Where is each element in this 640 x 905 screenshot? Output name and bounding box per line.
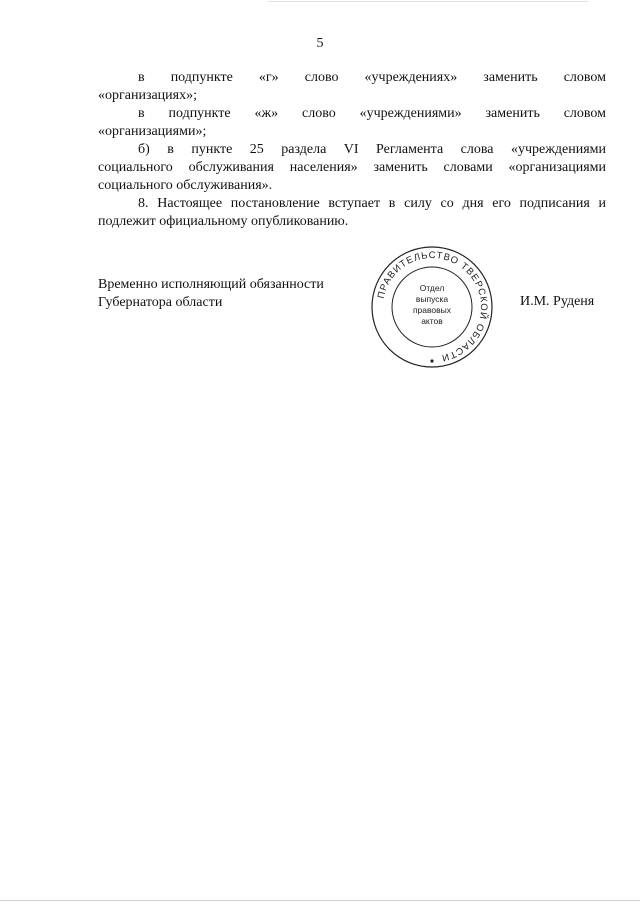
seal-inner-line-4: актов	[421, 316, 443, 326]
paragraph-2-line-1: в подпункте «ж» слово «учреждениями» заменить словом	[138, 106, 606, 121]
signatory-name: И.М. Руденя	[520, 294, 595, 309]
seal-star-dot	[430, 359, 433, 362]
paragraph-4-line-2: подлежит официальному опубликованию.	[98, 214, 349, 229]
paragraph-2-line-2: «организациями»;	[98, 124, 207, 139]
seal-inner-line-1: Отдел	[419, 283, 445, 293]
signatory-position-line-2: Губернатора области	[98, 295, 223, 310]
paragraph-3-line-3: социального обслуживания».	[98, 178, 273, 193]
signatory-position-line-1: Временно исполняющий обязанности	[98, 277, 324, 292]
paragraph-1-line-1: в подпункте «г» слово «учреждениях» заменить словом	[138, 70, 606, 85]
page-number: 5	[316, 36, 324, 51]
top-edge-line	[268, 1, 588, 2]
paragraph-4-line-1: 8. Настоящее постановление вступает в силу со дня его подписания и	[138, 196, 606, 211]
official-seal	[368, 243, 496, 371]
signatory-position	[98, 276, 324, 312]
seal-inner-line-2: выпуска	[415, 294, 449, 304]
seal-outer-text: ПРАВИТЕЛЬСТВО ТВЕРСКОЙ ОБЛАСТИ	[375, 249, 490, 364]
paragraph-3-line-2: социального обслуживания населения» заменить словами «организациями	[98, 160, 606, 175]
bottom-edge-line	[0, 900, 640, 901]
paragraph-1-line-2: «организациях»;	[98, 88, 197, 103]
paragraph-3-line-1: б) в пункте 25 раздела VI Регламента слова «учреждениями	[138, 142, 606, 157]
seal-inner-line-3: правовых	[412, 305, 452, 315]
